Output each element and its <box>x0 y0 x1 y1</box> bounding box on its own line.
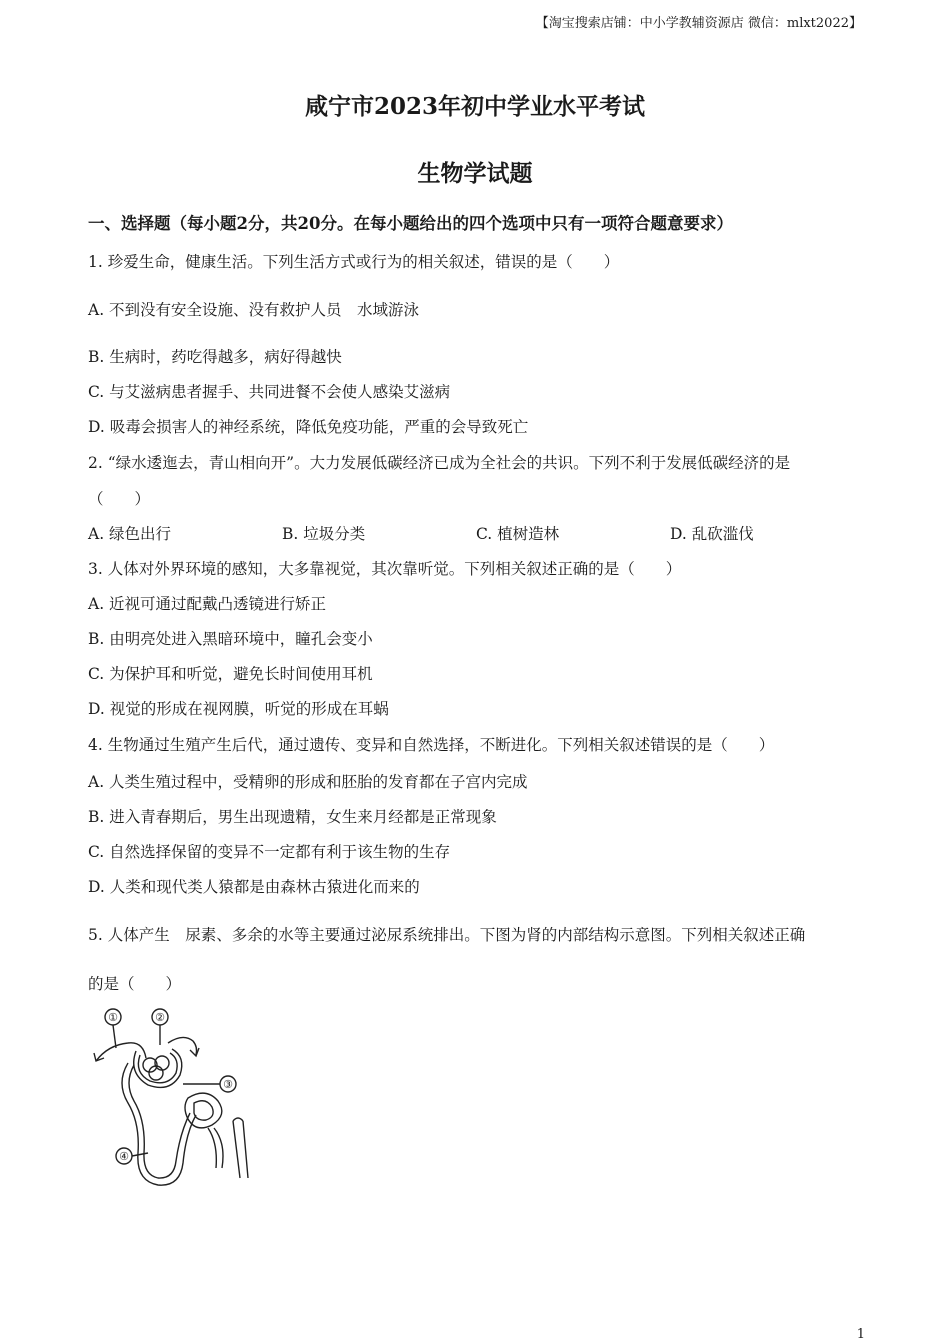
q3-stem: 3. 人体对外界环境的感知，大多靠视觉，其次靠听觉。下列相关叙述正确的是（ ） <box>88 560 682 578</box>
nephron-diagram <box>88 1003 258 1193</box>
page-number: 1 <box>856 1327 865 1342</box>
diagram-label-2: ② <box>155 1011 165 1024</box>
q4-stem: 4. 生物通过生殖产生后代，通过遗传、变异和自然选择，不断进化。下列相关叙述错误的是（ ） <box>88 736 775 754</box>
q2-stem: 2. “绿水逶迤去，青山相向开”。大力发展低碳经济已成为全社会的共识。下列不利于发展低碳经济的是 <box>88 454 791 472</box>
q3-option-b: B. 由明亮处进入黑暗环境中，瞳孔会变小 <box>88 630 373 648</box>
q2-options <box>88 522 868 544</box>
q1-option-b: B. 生病时，药吃得越多，病好得越快 <box>88 348 342 366</box>
q4-option-b: B. 进入青春期后，男生出现遗精，女生来月经都是正常现象 <box>88 808 497 826</box>
q1-option-d: D. 吸毒会损害人的神经系统，降低免疫功能，严重的会导致死亡 <box>88 418 529 436</box>
exam-title: 咸宁市2023年初中学业水平考试 <box>304 93 645 120</box>
q2-option-d: D. 乱砍滥伐 <box>670 525 754 543</box>
q2-option-b: B. 垃圾分类 <box>282 525 366 543</box>
diagram-label-3: ③ <box>223 1078 233 1091</box>
q2-option-c: C. 植树造林 <box>476 525 560 543</box>
q4-option-c: C. 自然选择保留的变异不一定都有利于该生物的生存 <box>88 843 451 861</box>
exam-subtitle: 生物学试题 <box>417 160 533 187</box>
q4-option-d: D. 人类和现代类人猿都是由森林古猿进化而来的 <box>88 878 420 896</box>
page-header: 【淘宝搜索店铺：中小学教辅资源店 微信：mlxt2022】 <box>535 16 862 31</box>
diagram-label-1: ① <box>108 1011 118 1024</box>
q5-stem: 5. 人体产生 尿素、多余的水等主要通过泌尿系统排出。下图为肾的内部结构示意图。下列相关叙述正确 <box>88 926 806 944</box>
q3-option-d: D. 视觉的形成在视网膜，听觉的形成在耳蜗 <box>88 700 389 718</box>
q2-option-a: A. 绿色出行 <box>88 525 172 543</box>
q1-stem: 1. 珍爱生命，健康生活。下列生活方式或行为的相关叙述，错误的是（ ） <box>88 253 620 271</box>
q1-option-a: A. 不到没有安全设施、没有救护人员 水域游泳 <box>88 301 420 319</box>
q2-stem-cont: （ ） <box>88 490 151 508</box>
q4-option-a: A. 人类生殖过程中，受精卵的形成和胚胎的发育都在子宫内完成 <box>88 773 528 791</box>
q3-option-a: A. 近视可通过配戴凸透镜进行矫正 <box>88 595 327 613</box>
diagram-label-4: ④ <box>119 1150 129 1163</box>
q1-option-c: C. 与艾滋病患者握手、共同进餐不会使人感染艾滋病 <box>88 383 451 401</box>
q5-stem-cont: 的是（ ） <box>88 975 182 993</box>
section-heading: 一、选择题（每小题2分，共20分。在每小题给出的四个选项中只有一项符合题意要求） <box>88 214 733 233</box>
q3-option-c: C. 为保护耳和听觉，避免长时间使用耳机 <box>88 665 373 683</box>
